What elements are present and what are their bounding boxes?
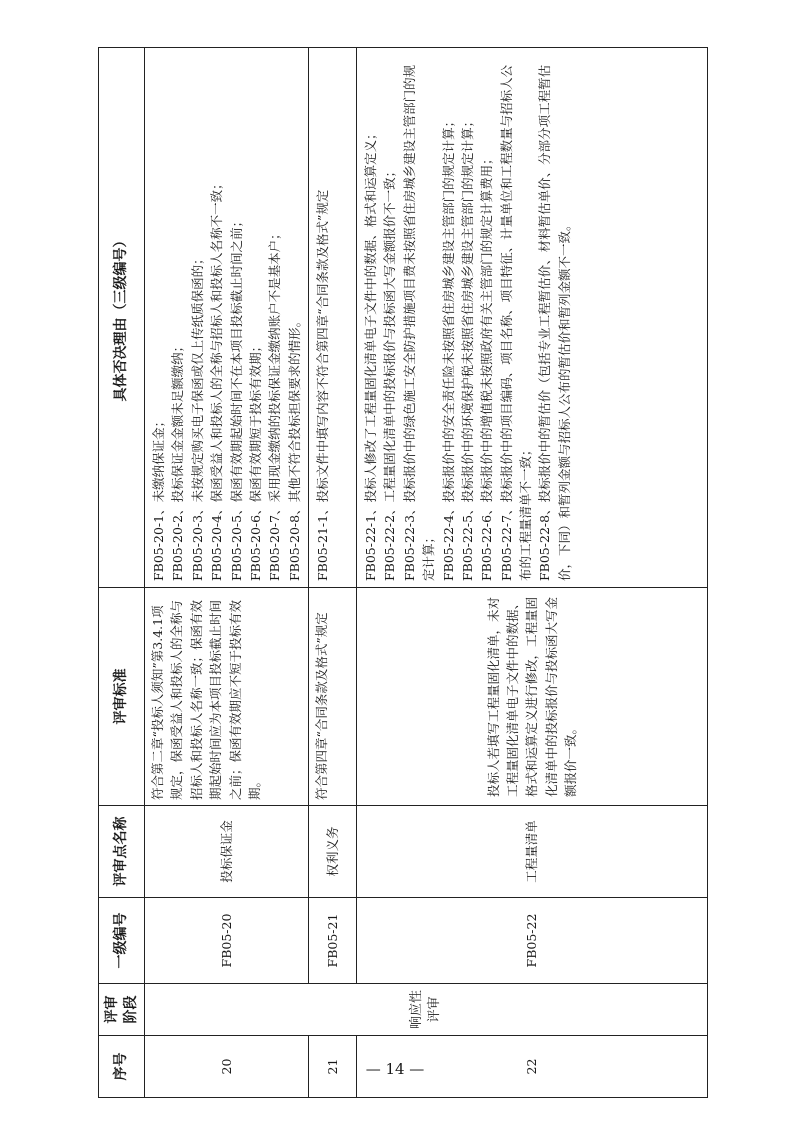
header-stage: 评审阶段 xyxy=(99,984,145,1036)
row-code: FB05-22 xyxy=(357,898,708,984)
row-reasons xyxy=(309,48,357,588)
table-header-row xyxy=(99,48,145,1098)
row-standard: 符合第二章“投标人须知”第3.4.1项规定，保函受益人和投标人的全称与招标人和投标人名称一致；保函有效期起始时间应为本项目投标截止时间之前；保函有效期应不短于投标有效期。 xyxy=(145,588,309,806)
header-reasons: 具体否决理由（三级编号） xyxy=(99,48,145,588)
reason-item: FB05-20-3、未按规定购买电子保函或仅上传纸质保函的； xyxy=(189,252,205,581)
rotated-table-container xyxy=(98,48,708,1098)
reason-item: FB05-20-1、未缴纳保证金； xyxy=(151,414,166,581)
row-seq: 22 xyxy=(357,1036,708,1098)
reason-item: FB05-20-2、投标保证金金额未足额缴纳； xyxy=(170,339,186,581)
table-row xyxy=(145,48,309,1098)
header-code: 一级编号 xyxy=(99,898,145,984)
row-seq: 20 xyxy=(145,1036,309,1098)
reason-item: FB05-20-5、保函有效期起始时间不在本项目投标截止时间之前； xyxy=(228,214,244,581)
review-stage-cell: 响应性评审 xyxy=(145,984,708,1036)
reason-item: FB05-22-7、投标报价中的项目编码、项目名称、项目特征、计量单位和工程数量与招标人公布的工程量清单不一致； xyxy=(498,64,533,581)
table-row xyxy=(309,48,357,1098)
reason-item: FB05-21-1、投标文件中填写内容不符合第四章“合同条款及格式”规定 xyxy=(315,189,330,581)
row-reasons xyxy=(357,48,708,588)
row-name: 权利义务 xyxy=(309,806,357,898)
reason-item: FB05-22-2、工程量固化清单中的投标报价与投标函大写金额报价不一致； xyxy=(382,164,398,581)
reason-item: FB05-22-5、投标报价中的环境保护税未按照省住房城乡建设主管部门的规定计算； xyxy=(459,114,475,581)
reason-item: FB05-20-4、保函受益人和投标人的全称与招标人和投标人名称不一致； xyxy=(209,177,225,581)
row-seq: 21 xyxy=(309,1036,357,1098)
reason-item: FB05-22-3、投标报价中的绿色施工安全防护措施项目费未按照省住房城乡建设主管部门的规定计算； xyxy=(401,64,437,581)
table-row xyxy=(357,48,708,1098)
row-standard: 投标人若填写工程量固化清单，未对工程量固化清单电子文件中的数据、格式和运算定义进行修改，工程量固化清单中的投标报价与投标函大写金额报价一致。 xyxy=(357,588,708,806)
reason-item: FB05-22-8、投标报价中的暂估价（包括专业工程暂估价、材料暂估单价、分部分项工程暂估价，下同）和暂列金额与招标人公布的暂估价和暂列金额不一致。 xyxy=(537,64,572,581)
row-standard: 符合第四章“合同条款及格式”规定 xyxy=(309,588,357,806)
reason-item: FB05-20-6、保函有效期短于投标有效期； xyxy=(247,339,263,581)
header-standard: 评审标准 xyxy=(99,588,145,806)
reason-item: FB05-22-4、投标报价中的安全责任险未按照省住房城乡建设主管部门的规定计算； xyxy=(440,114,456,581)
reason-item: FB05-22-6、投标报价中的增值税未按照政府有关主管部门的规定计算费用； xyxy=(479,152,495,581)
header-seq: 序号 xyxy=(99,1036,145,1098)
header-name: 评审点名称 xyxy=(99,806,145,898)
row-reasons xyxy=(145,48,309,588)
row-name: 投标保证金 xyxy=(145,806,309,898)
row-code: FB05-21 xyxy=(309,898,357,984)
reason-item: FB05-22-1、投标人修改了工程量固化清单电子文件中的数据、格式和运算定义； xyxy=(363,127,378,581)
reason-item: FB05-20-8、其他不符合投标担保要求的情形。 xyxy=(286,314,302,581)
review-criteria-table xyxy=(98,47,708,1098)
row-code: FB05-20 xyxy=(145,898,309,984)
page-number: — 14 — xyxy=(365,1060,425,1078)
row-name: 工程量清单 xyxy=(357,806,708,898)
reason-item: FB05-20-7、采用现金缴纳的投标保证金缴纳账户不是基本户； xyxy=(267,227,283,581)
